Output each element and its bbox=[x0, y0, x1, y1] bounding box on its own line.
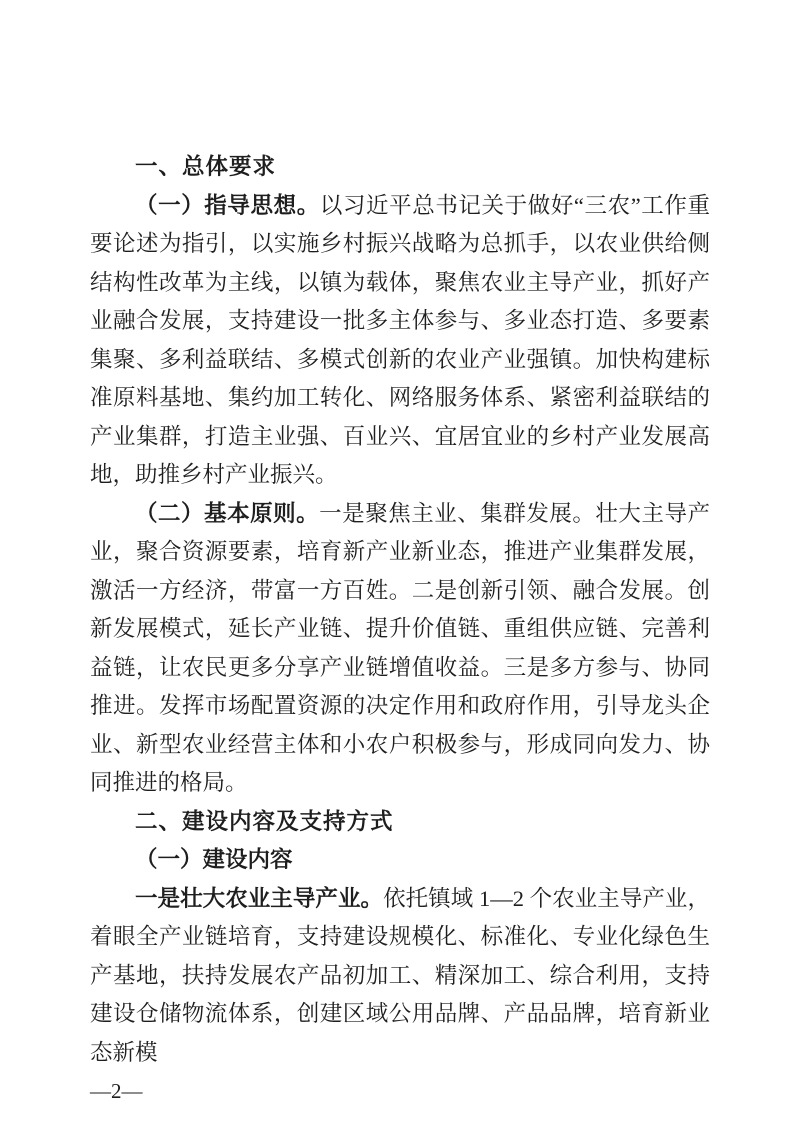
section-heading-overall-requirements: 一、总体要求 bbox=[135, 154, 277, 179]
sub-heading-construction-content: （一）建设内容 bbox=[135, 847, 293, 872]
paragraph-basic-principles bbox=[90, 495, 710, 803]
section-heading-construction-content: 二、建设内容及支持方式 bbox=[135, 808, 394, 834]
paragraph-body-guiding-ideology: 以习近平总书记关于做好“三农”工作重要论述为指引，以实施乡村振兴战略为总抓手，以农业供给侧结构性改革为主线，以镇为载体，聚焦农业主导产业，抓好产业融合发展，支持建设一批多主体参与、多业态打造、多要素集聚、多利益联结、多模式创新的农业产业强镇。加快构建标准原料基地、集约加工转化、网络服务体系、紧密利益联结的产业集群，打造主业强、百业兴、宜居宜业的乡村产业发展高地，助推乡村产业振兴。 bbox=[90, 192, 710, 487]
paragraph-guiding-ideology bbox=[90, 187, 710, 495]
paragraph-body-leading-industry: 依托镇域 1—2 个农业主导产业，着眼全产业链培育，支持建设规模化、标准化、专业化绿色生产基地，扶持发展农产品初加工、精深加工、综合利用，支持建设仓储物流体系，创建区域公用品牌、产品品牌，培育新业态新模 bbox=[90, 885, 710, 1065]
paragraph-lead-guiding-ideology: （一）指导思想。 bbox=[135, 192, 320, 218]
paragraph-lead-leading-industry: 一是壮大农业主导产业。 bbox=[135, 885, 384, 911]
paragraph-lead-basic-principles: （二）基本原则。 bbox=[135, 500, 320, 526]
paragraph-body-basic-principles: 一是聚焦主业、集群发展。壮大主导产业，聚合资源要素，培育新产业新业态，推进产业集群发展，激活一方经济，带富一方百姓。二是创新引领、融合发展。创新发展模式，延长产业链、提升价值链、重组供应链、完善利益链，让农民更多分享产业链增值收益。三是多方参与、协同推进。发挥市场配置资源的决定作用和政府作用，引导龙头企业、新型农业经营主体和小农户积极参与，形成同向发力、协同推进的格局。 bbox=[90, 500, 710, 795]
paragraph-leading-industry bbox=[90, 880, 710, 1073]
page-number: —2— bbox=[90, 1079, 143, 1103]
